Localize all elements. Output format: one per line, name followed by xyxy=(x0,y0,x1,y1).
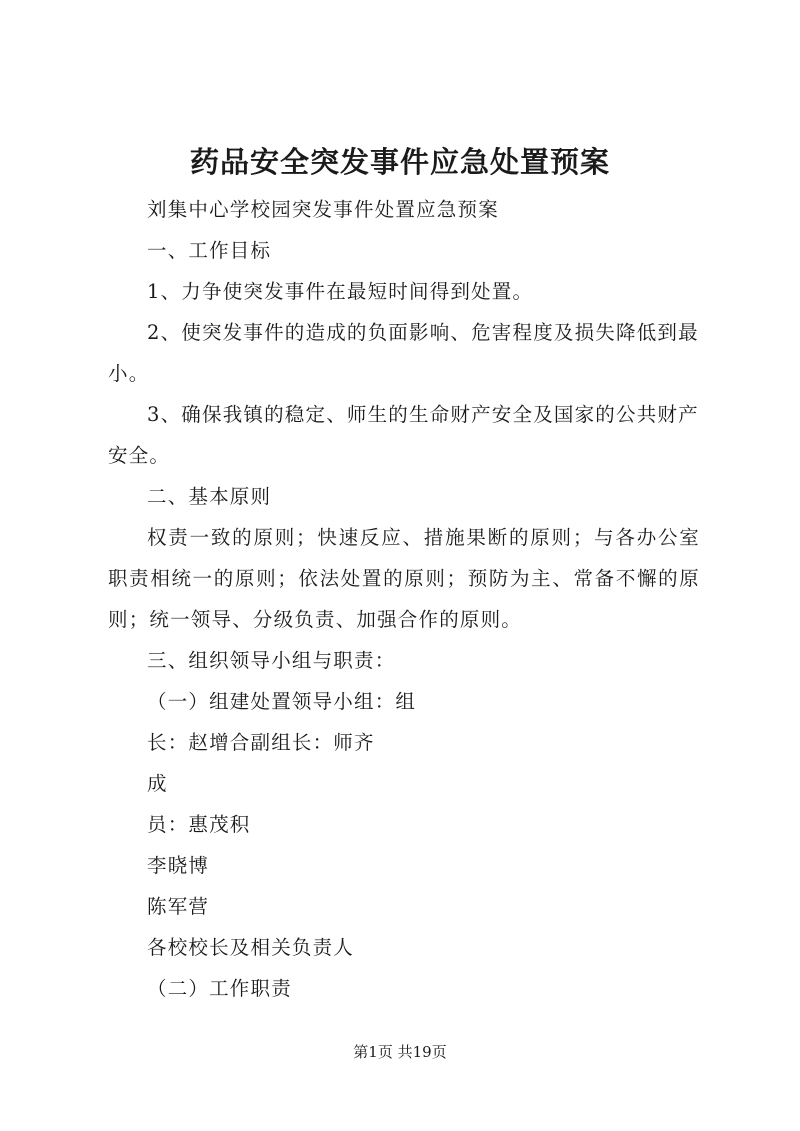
goal-item-1: 1、力争使突发事件在最短时间得到处置。 xyxy=(147,280,534,303)
subheading-leadership-group: （一）组建处置领导小组：组 xyxy=(147,690,417,713)
heading-work-goals: 一、工作目标 xyxy=(147,239,272,262)
heading-organization: 三、组织领导小组与职责： xyxy=(147,649,396,672)
document-body xyxy=(108,189,700,1009)
member-line-1: 员：惠茂积 xyxy=(147,813,251,836)
group-leaders-line: 长：赵增合副组长：师齐 xyxy=(147,731,375,754)
document-title: 药品安全突发事件应急处置预案 xyxy=(189,145,610,179)
heading-basic-principles: 二、基本原则 xyxy=(147,485,272,508)
goal-item-2: 2、使突发事件的造成的负面影响、危害程度及损失降低到最小。 xyxy=(108,321,699,385)
principles-paragraph: 权责一致的原则；快速反应、措施果断的原则；与各办公室职责相统一的原则；依法处置的原则；预防为主、常备不懈的原则；统一领导、分级负责、加强合作的原则。 xyxy=(108,526,700,631)
member-line-4: 各校校长及相关负责人 xyxy=(147,936,355,959)
member-line-3: 陈军营 xyxy=(147,895,210,918)
subheading-work-duties: （二）工作职责 xyxy=(147,977,292,1000)
goal-item-3: 3、确保我镇的稳定、师生的生命财产安全及国家的公共财产安全。 xyxy=(108,403,699,467)
paragraph-school-plan-title: 刘集中心学校园突发事件处置应急预案 xyxy=(147,198,499,221)
page-number-footer: 第1页 共19页 xyxy=(353,1043,447,1061)
member-line-2: 李晓博 xyxy=(147,854,210,877)
members-label-line: 成 xyxy=(147,772,168,795)
